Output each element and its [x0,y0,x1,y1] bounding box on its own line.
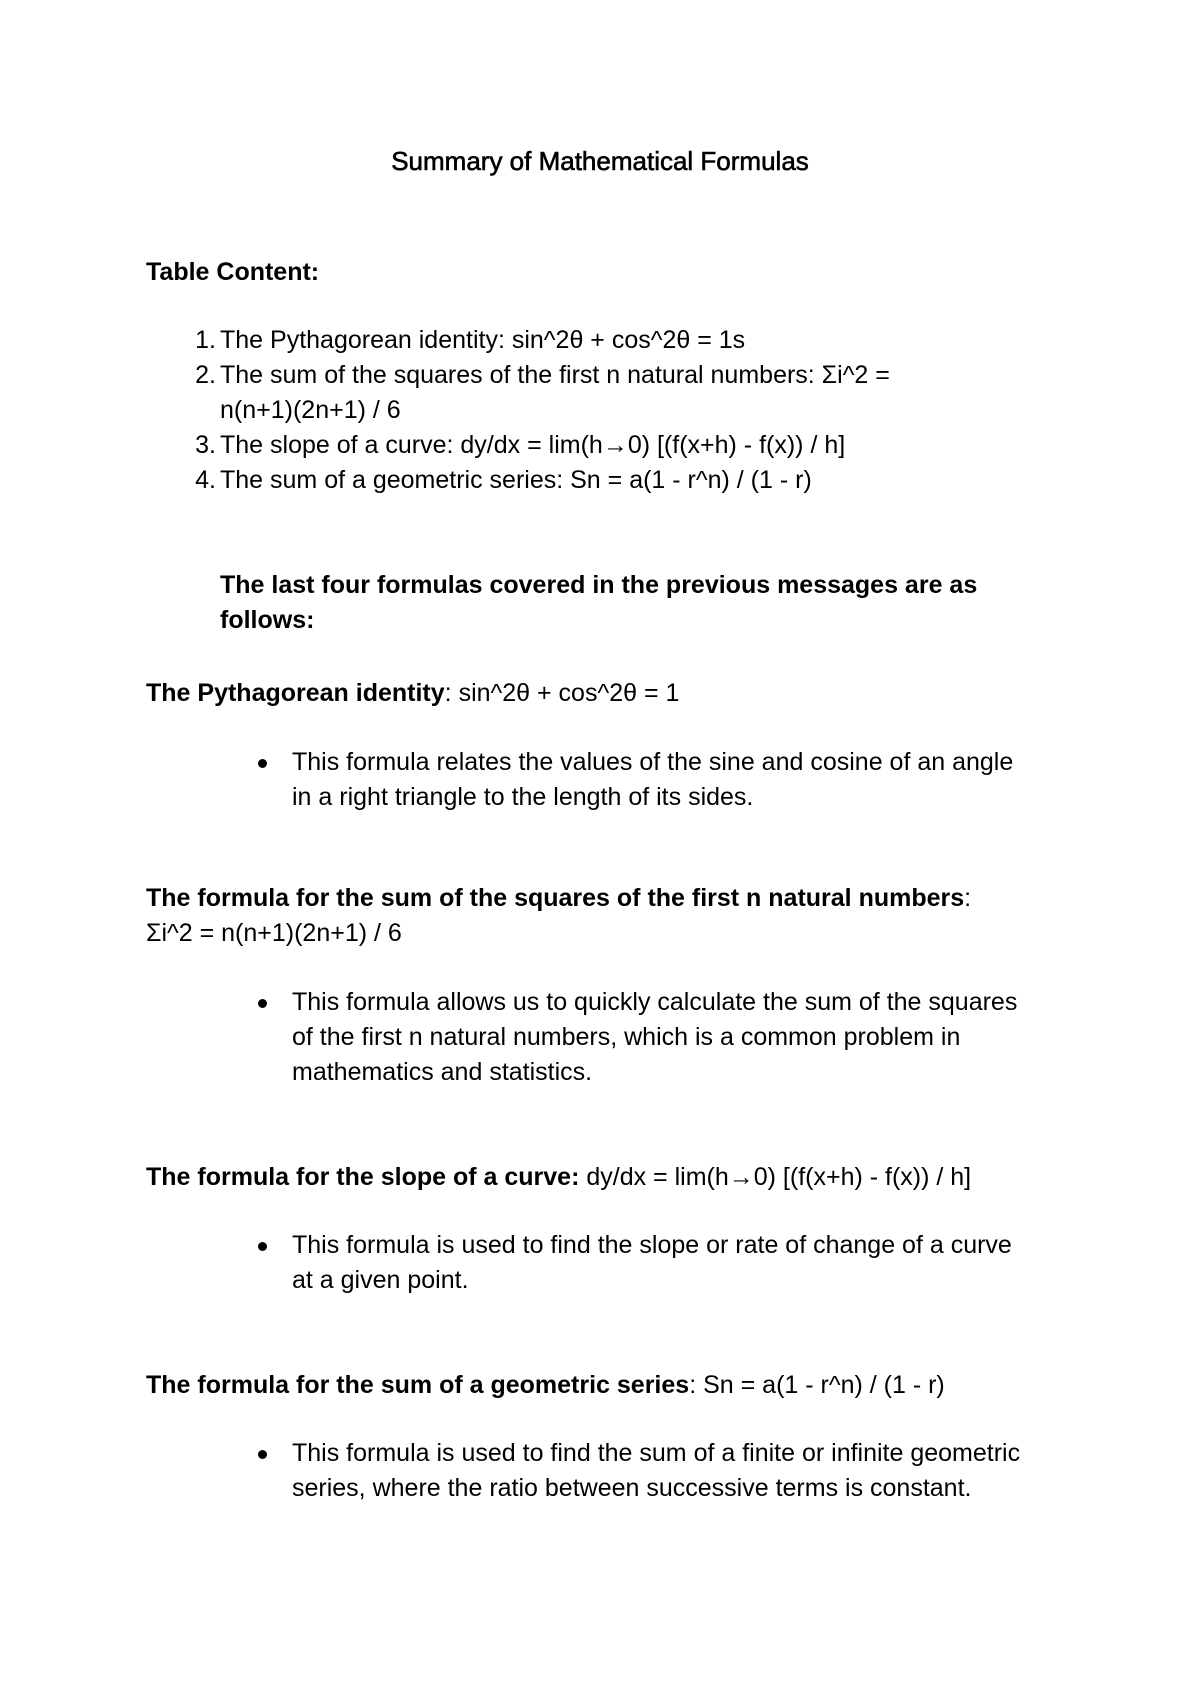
intro-line: follows: [220,606,315,634]
bullet-icon [258,1450,267,1459]
bullet-item [220,1228,1070,1298]
toc-item-text: The slope of a curve: dy/dx = lim(h→0) [(f(x+h) - f(x)) / h] [220,431,846,459]
bullet-line: This formula is used to find the sum of a finite or infinite geometric [292,1439,1021,1467]
toc-item-number: 1. [195,326,216,354]
toc-list [146,323,1046,498]
toc-item [146,358,1046,428]
toc-item [146,463,1046,498]
bullet-item [220,745,1070,815]
section-heading-sum-of-squares [146,881,1086,951]
intro-line: The last four formulas covered in the previous messages are as [220,571,978,599]
section-heading-geometric-series [146,1368,1086,1403]
bullet-line: of the first n natural numbers, which is a common problem in [292,1023,961,1051]
toc-item-text: The Pythagorean identity: sin^2θ + cos^2θ = 1s [220,326,746,354]
bullet-line: This formula relates the values of the sine and cosine of an angle [292,748,1014,776]
section-label: The formula for the sum of the squares of the first n natural numbers [146,884,965,912]
section-separator: : [964,884,972,912]
toc-item [146,323,1046,358]
toc-heading: Table Content: [146,258,320,286]
bullet-icon [258,999,267,1008]
bullet-icon [258,759,267,768]
document-title: Summary of Mathematical Formulas [391,146,809,176]
section-label: The Pythagorean identity [146,679,445,707]
bullet-item [220,1436,1070,1506]
section-separator: : [689,1371,697,1399]
toc-item-text: The sum of the squares of the first n natural numbers: Σi^2 = [220,361,890,389]
toc-item-number: 3. [195,431,216,459]
bullet-item [220,985,1070,1090]
toc-item-number: 2. [195,361,216,389]
bullet-line: at a given point. [292,1266,469,1294]
bullet-line: in a right triangle to the length of its sides. [292,783,754,811]
bullet-icon [258,1242,267,1251]
toc-item [146,428,1046,463]
section-formula: sin^2θ + cos^2θ = 1 [451,679,680,707]
section-formula: Σi^2 = n(n+1)(2n+1) / 6 [146,919,402,947]
section-heading-slope [146,1160,1086,1195]
section-separator: : [444,679,452,707]
intro-statement [220,568,1060,638]
toc-item-number: 4. [195,466,216,494]
bullet-line: This formula is used to find the slope or rate of change of a curve [292,1231,1012,1259]
toc-item-text-continued: n(n+1)(2n+1) / 6 [220,396,401,424]
section-formula: Sn = a(1 - r^n) / (1 - r) [696,1371,945,1399]
bullet-line: series, where the ratio between successive terms is constant. [292,1474,972,1502]
bullet-line: This formula allows us to quickly calculate the sum of the squares [292,988,1018,1016]
toc-item-text: The sum of a geometric series: Sn = a(1 - r^n) / (1 - r) [220,466,812,494]
section-heading-pythagorean [146,676,1086,711]
bullet-line: mathematics and statistics. [292,1058,593,1086]
section-label: The formula for the sum of a geometric series [146,1371,690,1399]
section-label: The formula for the slope of a curve: [146,1163,580,1191]
section-formula: dy/dx = lim(h→0) [(f(x+h) - f(x)) / h] [579,1163,972,1191]
